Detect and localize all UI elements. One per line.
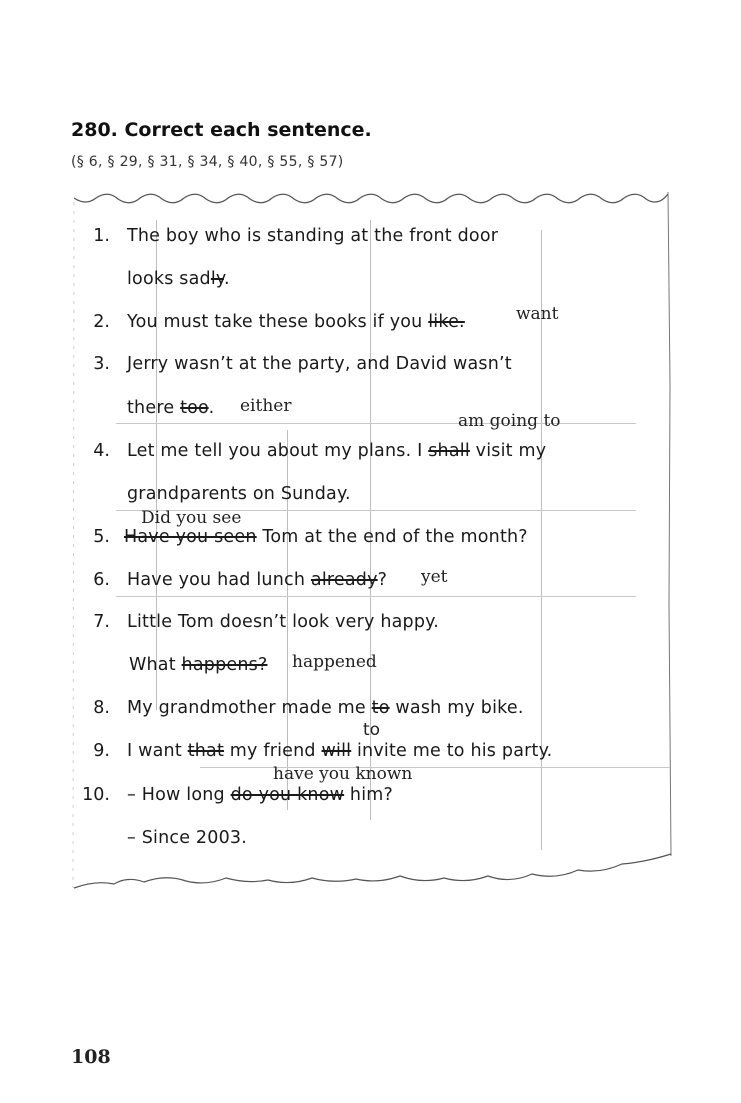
struck-word: to	[371, 698, 390, 718]
sentence-7-line-2: What happens?	[129, 655, 268, 675]
item-number: 10.	[82, 785, 110, 805]
struck-word: ly	[210, 269, 224, 289]
handwritten-correction: happened	[292, 652, 377, 672]
struck-word: already	[310, 570, 378, 590]
handwritten-correction: have you known	[273, 764, 413, 784]
item-number: 4.	[93, 441, 110, 461]
item-number: 1.	[93, 226, 110, 246]
sentence-7-line-1: Little Tom doesn’t look very happy.	[127, 612, 440, 632]
sentence-2: You must take these books if you like.	[127, 312, 465, 332]
sentence-10-line-1: – How long do you know him?	[127, 785, 393, 805]
scan-line	[200, 767, 670, 768]
sentence-3-line-1: Jerry wasn’t at the party, and David wasn’t	[127, 354, 512, 374]
page-number: 108	[71, 1046, 111, 1068]
sentence-8: My grandmother made me to wash my bike.	[127, 698, 524, 718]
struck-word: happens?	[181, 655, 268, 675]
sentence-1-line-1: The boy who is standing at the front door	[127, 226, 499, 246]
handwritten-correction: Did you see	[141, 508, 242, 528]
struck-word: shall	[428, 441, 470, 461]
struck-word: that	[187, 741, 225, 761]
handwritten-correction: am going to	[458, 411, 561, 431]
struck-word: Have you seen	[124, 527, 257, 547]
struck-word: will	[321, 741, 352, 761]
item-number: 3.	[93, 354, 110, 374]
item-number: 2.	[93, 312, 110, 332]
grammar-references: (§ 6, § 29, § 31, § 34, § 40, § 55, § 57)	[71, 154, 344, 170]
sentence-9: I want that my friend will invite me to his party.	[127, 741, 553, 761]
item-number: 6.	[93, 570, 110, 590]
item-number: 7.	[93, 612, 110, 632]
item-number: 5.	[93, 527, 110, 547]
sentence-6: Have you had lunch already?	[127, 570, 388, 590]
exercise-title: 280. Correct each sentence.	[71, 119, 372, 141]
sentence-3-line-2: there too.	[127, 398, 215, 418]
sentence-4-line-1: Let me tell you about my plans. I shall visit my	[127, 441, 547, 461]
handwritten-correction: to	[363, 720, 381, 740]
struck-word: too	[180, 398, 209, 418]
sentence-5: Have you seen Tom at the end of the month?	[124, 527, 528, 547]
sentence-1-line-2: looks sadly.	[127, 269, 230, 289]
struck-word: do you know	[230, 785, 345, 805]
item-number: 9.	[93, 741, 110, 761]
item-number: 8.	[93, 698, 110, 718]
handwritten-correction: yet	[421, 567, 448, 587]
sentence-4-line-2: grandparents on Sunday.	[127, 484, 351, 504]
struck-word: like.	[428, 312, 465, 332]
sentence-10-line-2: – Since 2003.	[127, 828, 248, 848]
handwritten-correction: want	[516, 304, 559, 324]
scan-line	[116, 596, 636, 597]
handwritten-correction: either	[240, 396, 292, 416]
scan-line	[156, 220, 157, 710]
